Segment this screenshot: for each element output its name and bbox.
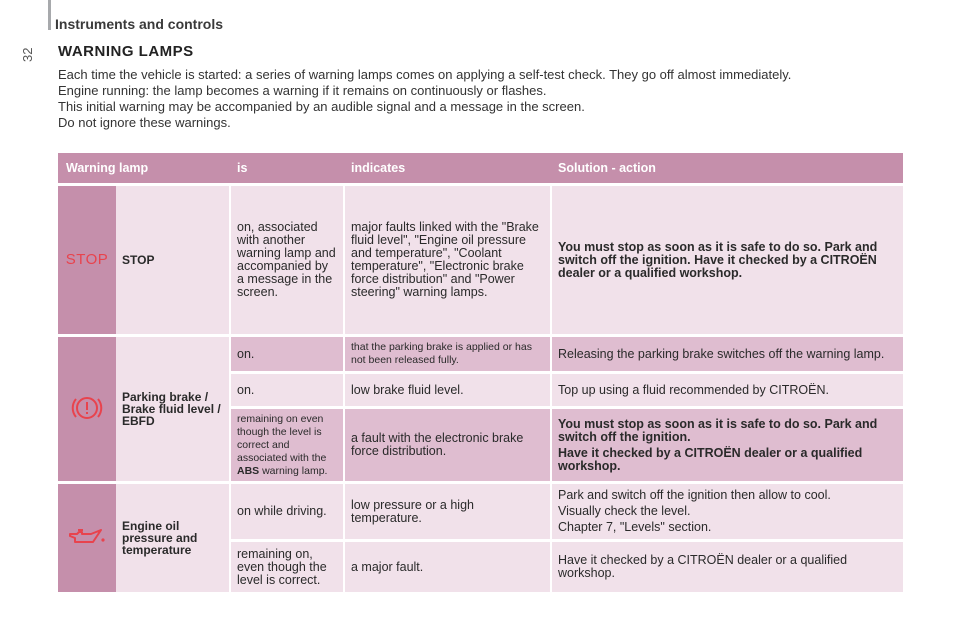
lamp-name-oil: Engine oil pressure and temperature (116, 484, 229, 592)
section-title: WARNING LAMPS (58, 43, 194, 60)
col-header-warning-lamp: Warning lamp (58, 153, 229, 183)
brake-2-solution: Top up using a fluid recommended by CITROËN. (550, 374, 903, 406)
table-row-stop (58, 186, 903, 334)
page-header-title: Instruments and controls (55, 16, 224, 32)
intro-line: This initial warning may be accompanied by an audible signal and a message in the screen. (58, 99, 585, 114)
oil-1-indicates: low pressure or a high temperature. (343, 484, 550, 539)
stop-solution: You must stop as soon as it is safe to do so. Park and switch off the ignition. Have it checked by a CITROËN dealer or a qualified workshop. (550, 186, 903, 334)
brake-3-is-suffix: warning lamp. (262, 464, 328, 477)
brake-3-solution-line: Have it checked by a CITROËN dealer or a qualified workshop. (558, 445, 863, 473)
brake-warning-icon (70, 391, 104, 425)
intro-text (58, 67, 791, 131)
table-row-oil-1 (58, 484, 903, 539)
brake-1-indicates: that the parking brake is applied or has not been released fully. (343, 337, 550, 371)
lamp-name-brake: Parking brake / Brake fluid level / EBFD (116, 337, 229, 481)
brake-1-solution: Releasing the parking brake switches off the warning lamp. (550, 337, 903, 371)
intro-line: Do not ignore these warnings. (58, 115, 231, 130)
oil-1-solution-line: Visually check the level. (558, 504, 691, 518)
brake-lamp-cell (58, 337, 116, 481)
brake-2-indicates: low brake fluid level. (343, 374, 550, 406)
brake-3-solution-line: You must stop as soon as it is safe to do so. Park and switch off the ignition. (558, 416, 878, 444)
warning-lamps-table (58, 150, 903, 595)
col-header-solution: Solution - action (550, 153, 903, 183)
stop-lamp-cell (58, 186, 116, 334)
oil-1-solution (550, 484, 903, 539)
brake-3-is (229, 409, 343, 481)
table-row-brake-1 (58, 337, 903, 371)
col-header-is: is (229, 153, 343, 183)
oil-1-is: on while driving. (229, 484, 343, 539)
intro-line: Engine running: the lamp becomes a warning if it remains on continuously or flashes. (58, 83, 547, 98)
lamp-name-stop: STOP (116, 186, 229, 334)
stop-indicates: major faults linked with the "Brake fluid level", "Engine oil pressure and temperature", "Coolant temperature", "Electronic brake force distribution" and "Power steering" warning lamps. (343, 186, 550, 334)
stop-warning-icon: STOP (65, 251, 109, 268)
oil-2-is: remaining on, even though the level is correct. (229, 542, 343, 592)
oil-1-solution-line: Chapter 7, "Levels" section. (558, 520, 712, 534)
oil-can-icon (67, 526, 107, 548)
brake-3-indicates: a fault with the electronic brake force distribution. (343, 409, 550, 481)
oil-lamp-cell (58, 484, 116, 592)
abs-label: ABS (237, 464, 260, 477)
page-number: 32 (20, 47, 35, 62)
table-header-row (58, 153, 903, 183)
intro-line: Each time the vehicle is started: a series of warning lamps comes on applying a self-test check. They go off almost immediately. (58, 67, 792, 82)
oil-2-solution: Have it checked by a CITROËN dealer or a qualified workshop. (550, 542, 903, 592)
brake-1-is: on. (229, 337, 343, 371)
header-accent-bar (48, 0, 51, 30)
brake-2-is: on. (229, 374, 343, 406)
brake-3-solution (550, 409, 903, 481)
stop-is: on, associated with another warning lamp and accompanied by a message in the screen. (229, 186, 343, 334)
col-header-indicates: indicates (343, 153, 550, 183)
brake-3-is-prefix: remaining on even though the level is correct and associated with the (237, 412, 327, 464)
oil-2-indicates: a major fault. (343, 542, 550, 592)
oil-1-solution-line: Park and switch off the ignition then allow to cool. (558, 488, 831, 502)
